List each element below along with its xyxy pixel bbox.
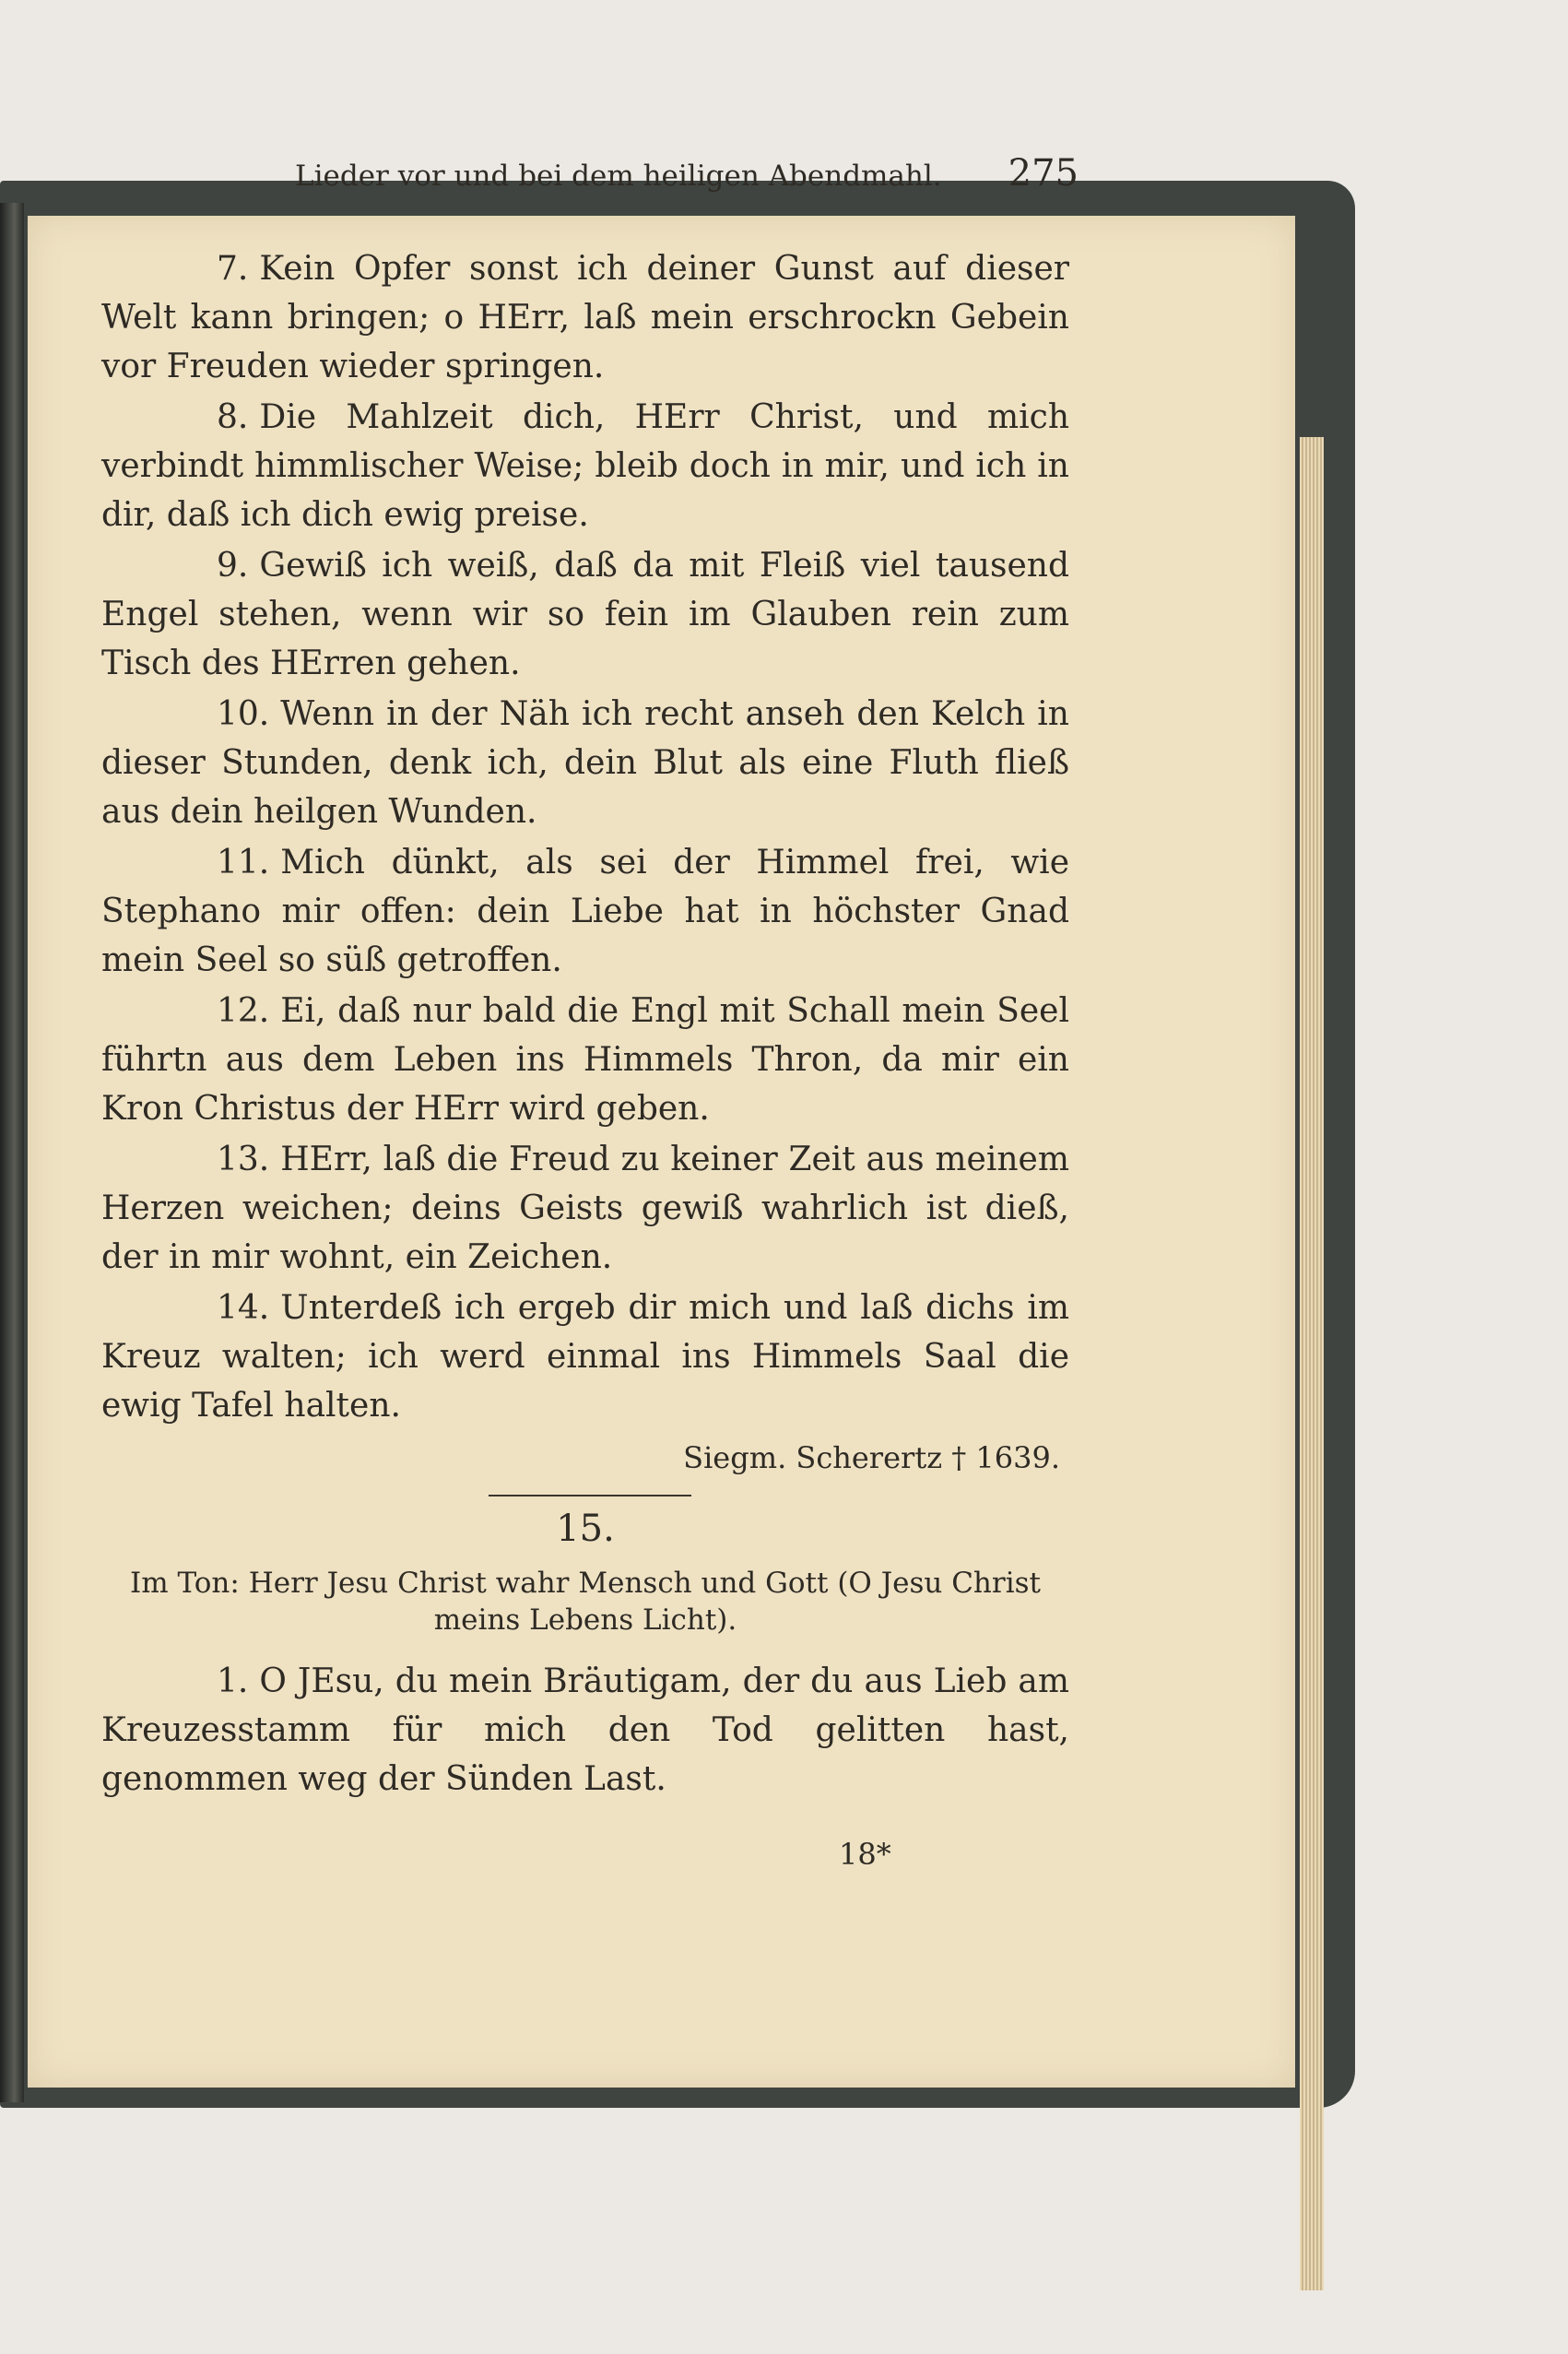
verse-7 — [101, 244, 1069, 391]
verse-text: Kein Opfer sonst ich deiner Gunst auf dieser Welt kann bringen; o HErr, laß mein erschrockn Gebein vor Freuden wieder springen. — [101, 250, 1069, 385]
section-divider — [489, 1495, 691, 1496]
verse-number: 8. — [217, 398, 249, 436]
verse-number: 12. — [217, 992, 270, 1030]
page-edges — [1300, 437, 1324, 2290]
verse-text: Gewiß ich weiß, daß da mit Fleiß viel tausend Engel stehen, wenn wir so fein im Glauben rein zum Tisch des HErren gehen. — [101, 547, 1069, 682]
page-header — [101, 152, 1079, 207]
printer-signature-mark: 18* — [839, 1837, 891, 1872]
verse-11 — [101, 838, 1069, 985]
verse-number: 14. — [217, 1289, 270, 1327]
page-content — [101, 152, 1079, 1872]
verse-number: 13. — [217, 1141, 270, 1178]
verse-number: 9. — [217, 547, 249, 585]
verse-12 — [101, 987, 1069, 1133]
verse-13 — [101, 1135, 1069, 1282]
hymn-melody: Im Ton: Herr Jesu Christ wahr Mensch und Gott (O Jesu Christ meins Lebens Licht). — [130, 1567, 1041, 1637]
verse-number: 1. — [217, 1662, 249, 1700]
verse-number: 11. — [217, 844, 270, 881]
verse-text: HErr, laß die Freud zu keiner Zeit aus meinem Herzen weichen; deins Geists gewiß wahrlich ist dieß, der in mir wohnt, ein Zeichen. — [101, 1141, 1069, 1276]
verse-number: 10. — [217, 695, 270, 733]
verse-8 — [101, 393, 1069, 539]
verse-10 — [101, 690, 1069, 836]
verse-text: Wenn in der Näh ich recht anseh den Kelch in dieser Stunden, denk ich, dein Blut als eine Fluth fließ aus dein heilgen Wunden. — [101, 695, 1069, 831]
verse-text: Ei, daß nur bald die Engl mit Schall mein Seel führtn aus dem Leben ins Himmels Thron, da mir ein Kron Christus der HErr wird geben. — [101, 992, 1069, 1128]
author-signature: Siegm. Scherertz † 1639. — [683, 1440, 1060, 1475]
running-title: Lieder vor und bei dem heiligen Abendmahl. — [295, 160, 942, 193]
hymn-number: 15. — [556, 1508, 615, 1550]
verse-14 — [101, 1283, 1069, 1430]
verse-text: Mich dünkt, als sei der Himmel frei, wie Stephano mir offen: dein Liebe hat in höchster Gnad mein Seel so süß getroffen. — [101, 844, 1069, 979]
book-spine — [0, 203, 24, 2102]
verse-text: O JEsu, du mein Bräutigam, der du aus Lieb am Kreuzesstamm für mich den Tod gelitten hast, genommen weg der Sünden Last. — [101, 1662, 1069, 1798]
verse-text: Die Mahlzeit dich, HErr Christ, und mich verbindt himmlischer Weise; bleib doch in mir, und ich in dir, daß ich dich ewig preise. — [101, 398, 1069, 534]
verse-text: Unterdeß ich ergeb dir mich und laß dichs im Kreuz walten; ich werd einmal ins Himmels Saal die ewig Tafel halten. — [101, 1289, 1069, 1425]
verse-number: 7. — [217, 250, 249, 288]
page-number: 275 — [1008, 152, 1079, 195]
hymn-15-verse-1 — [101, 1657, 1069, 1804]
verse-9 — [101, 541, 1069, 688]
